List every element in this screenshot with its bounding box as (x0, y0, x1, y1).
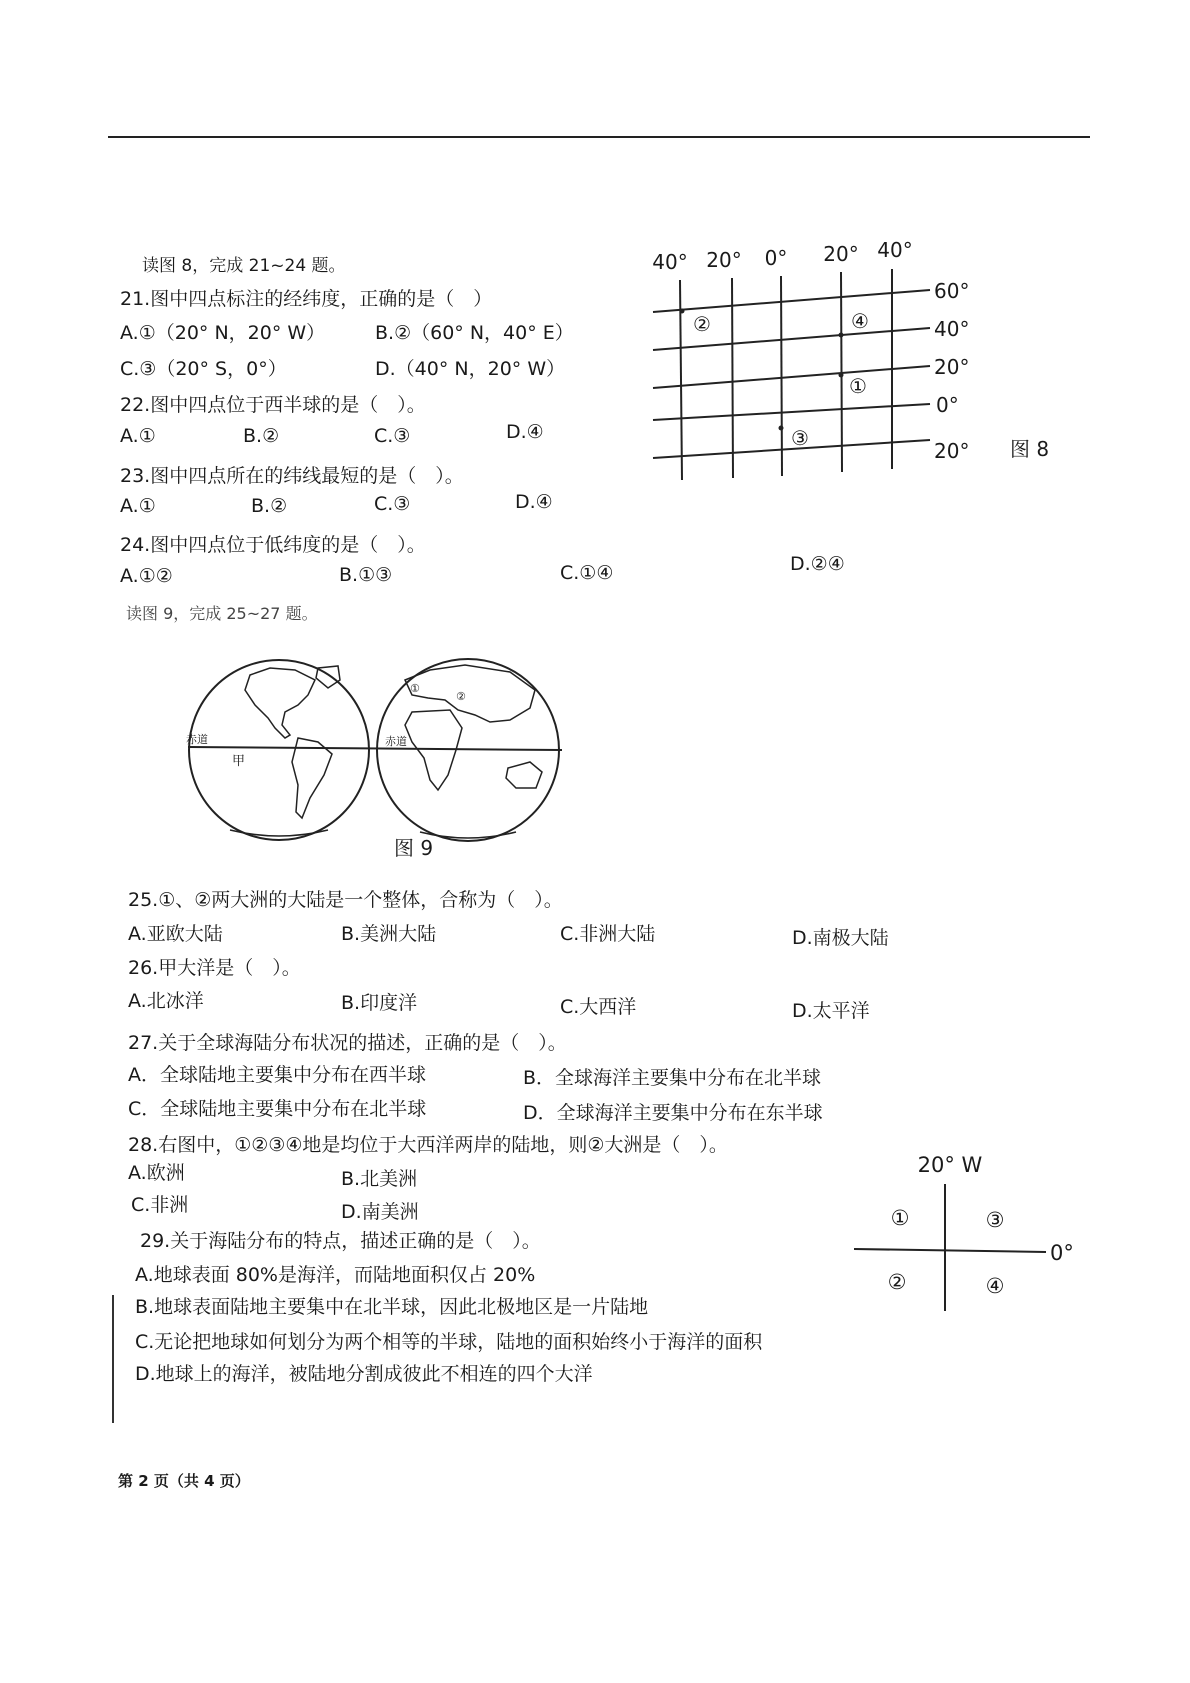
lat-label-0: 0° (936, 393, 959, 417)
lat-label-60n: 60° (934, 279, 970, 303)
q28-option-d: D.南美洲 (341, 1201, 419, 1223)
lon-label-40e: 40° (877, 238, 913, 262)
quadrant-3: ③ (985, 1208, 1005, 1232)
q25-option-c: C.非洲大陆 (560, 923, 656, 945)
q29-stem: 29.关于海陆分布的特点，描述正确的是（ ）。 (140, 1230, 541, 1252)
point-4: ④ (851, 309, 869, 333)
q26-option-a: A.北冰洋 (128, 990, 204, 1012)
q25-stem: 25.①、②两大洲的大陆是一个整体，合称为（ ）。 (128, 889, 563, 911)
quadrant-2: ② (887, 1270, 907, 1294)
quadrant-4: ④ (985, 1274, 1005, 1298)
point-2: ② (693, 312, 711, 336)
figure-9-world-hemispheres (186, 650, 570, 865)
q23-option-b: B.② (251, 495, 288, 517)
meridian-label-20w: 20° W (917, 1153, 983, 1177)
q24-option-b: B.①③ (339, 564, 393, 586)
equator-label-0: 0° (1050, 1241, 1074, 1265)
q28-option-b: B.北美洲 (341, 1168, 418, 1190)
point-1: ① (849, 374, 867, 398)
q26-option-d: D.太平洋 (792, 1000, 870, 1022)
q22-stem: 22.图中四点位于西半球的是（ ）。 (120, 394, 426, 416)
map-mark-1: ① (410, 682, 420, 695)
q24-option-a: A.①② (120, 565, 173, 587)
lon-label-0: 0° (764, 246, 788, 270)
q26-option-c: C.大西洋 (560, 996, 637, 1018)
figure-9-caption: 图 9 (394, 836, 434, 860)
equator-label-left: 赤道 (186, 733, 208, 746)
q25-option-b: B.美洲大陆 (341, 923, 437, 945)
q22-option-d: D.④ (506, 421, 544, 443)
quadrant-1: ① (890, 1206, 910, 1230)
map-mark-2: ② (456, 690, 466, 703)
q27-option-b: B．全球海洋主要集中分布在北半球 (523, 1067, 822, 1089)
q23-stem: 23.图中四点所在的纬线最短的是（ ）。 (120, 465, 464, 487)
equator-label-right: 赤道 (385, 735, 407, 748)
q21-option-b: B.②（60° N，40° E） (375, 322, 574, 344)
figure-8-caption: 图 8 (1010, 437, 1050, 461)
q24-option-c: C.①④ (560, 562, 614, 584)
ocean-label-jia: 甲 (232, 754, 246, 769)
lat-label-40n: 40° (934, 317, 970, 341)
q21-option-a: A.①（20° N，20° W） (120, 322, 326, 344)
q29-option-c: C.无论把地球如何划分为两个相等的半球，陆地的面积始终小于海洋的面积 (135, 1331, 763, 1353)
q26-stem: 26.甲大洋是（ ）。 (128, 957, 301, 979)
figure-8-graticule (630, 232, 1070, 492)
q28-stem: 28.右图中，①②③④地是均位于大西洋两岸的陆地，则②大洲是（ ）。 (128, 1134, 728, 1156)
q29-option-b: B.地球表面陆地主要集中在北半球，因此北极地区是一片陆地 (135, 1296, 649, 1318)
margin-mark (112, 1295, 114, 1423)
q24-stem: 24.图中四点位于低纬度的是（ ）。 (120, 534, 426, 556)
q26-option-b: B.印度洋 (341, 992, 418, 1014)
q21-stem: 21.图中四点标注的经纬度，正确的是（ ） (120, 288, 493, 310)
q24-option-d: D.②④ (790, 553, 845, 575)
figure-10-quadrants (850, 1148, 1090, 1318)
q29-option-a: A.地球表面 80%是海洋，而陆地面积仅占 20% (135, 1264, 536, 1286)
q21-option-d: D.（40° N，20° W） (375, 358, 566, 380)
q22-option-c: C.③ (374, 425, 411, 447)
q22-option-a: A.① (120, 425, 156, 447)
q28-option-c: C.非洲 (131, 1194, 189, 1216)
q27-stem: 27.关于全球海陆分布状况的描述，正确的是（ ）。 (128, 1032, 567, 1054)
intro-fig9: 读图 9，完成 25~27 题。 (126, 604, 318, 623)
lat-label-20n: 20° (934, 355, 970, 379)
header-rule (108, 136, 1090, 138)
lon-label-20e: 20° (823, 242, 859, 266)
q29-option-d: D.地球上的海洋，被陆地分割成彼此不相连的四个大洋 (135, 1363, 593, 1385)
q25-option-a: A.亚欧大陆 (128, 923, 223, 945)
q27-option-a: A．全球陆地主要集中分布在西半球 (128, 1064, 426, 1086)
lat-label-20s: 20° (934, 439, 970, 463)
q23-option-c: C.③ (374, 493, 411, 515)
lon-label-20w: 20° (706, 248, 742, 272)
q27-option-d: D．全球海洋主要集中分布在东半球 (523, 1102, 823, 1124)
q23-option-a: A.① (120, 495, 156, 517)
page-footer: 第 2 页（共 4 页） (118, 1472, 250, 1490)
lon-label-40w: 40° (652, 250, 688, 274)
q21-option-c: C.③（20° S，0°） (120, 358, 287, 380)
intro-fig8: 读图 8，完成 21~24 题。 (142, 256, 346, 276)
q27-option-c: C．全球陆地主要集中分布在北半球 (128, 1098, 427, 1120)
q25-option-d: D.南极大陆 (792, 927, 889, 949)
q22-option-b: B.② (243, 425, 280, 447)
q23-option-d: D.④ (515, 491, 553, 513)
q28-option-a: A.欧洲 (128, 1162, 185, 1184)
point-3: ③ (791, 426, 809, 450)
